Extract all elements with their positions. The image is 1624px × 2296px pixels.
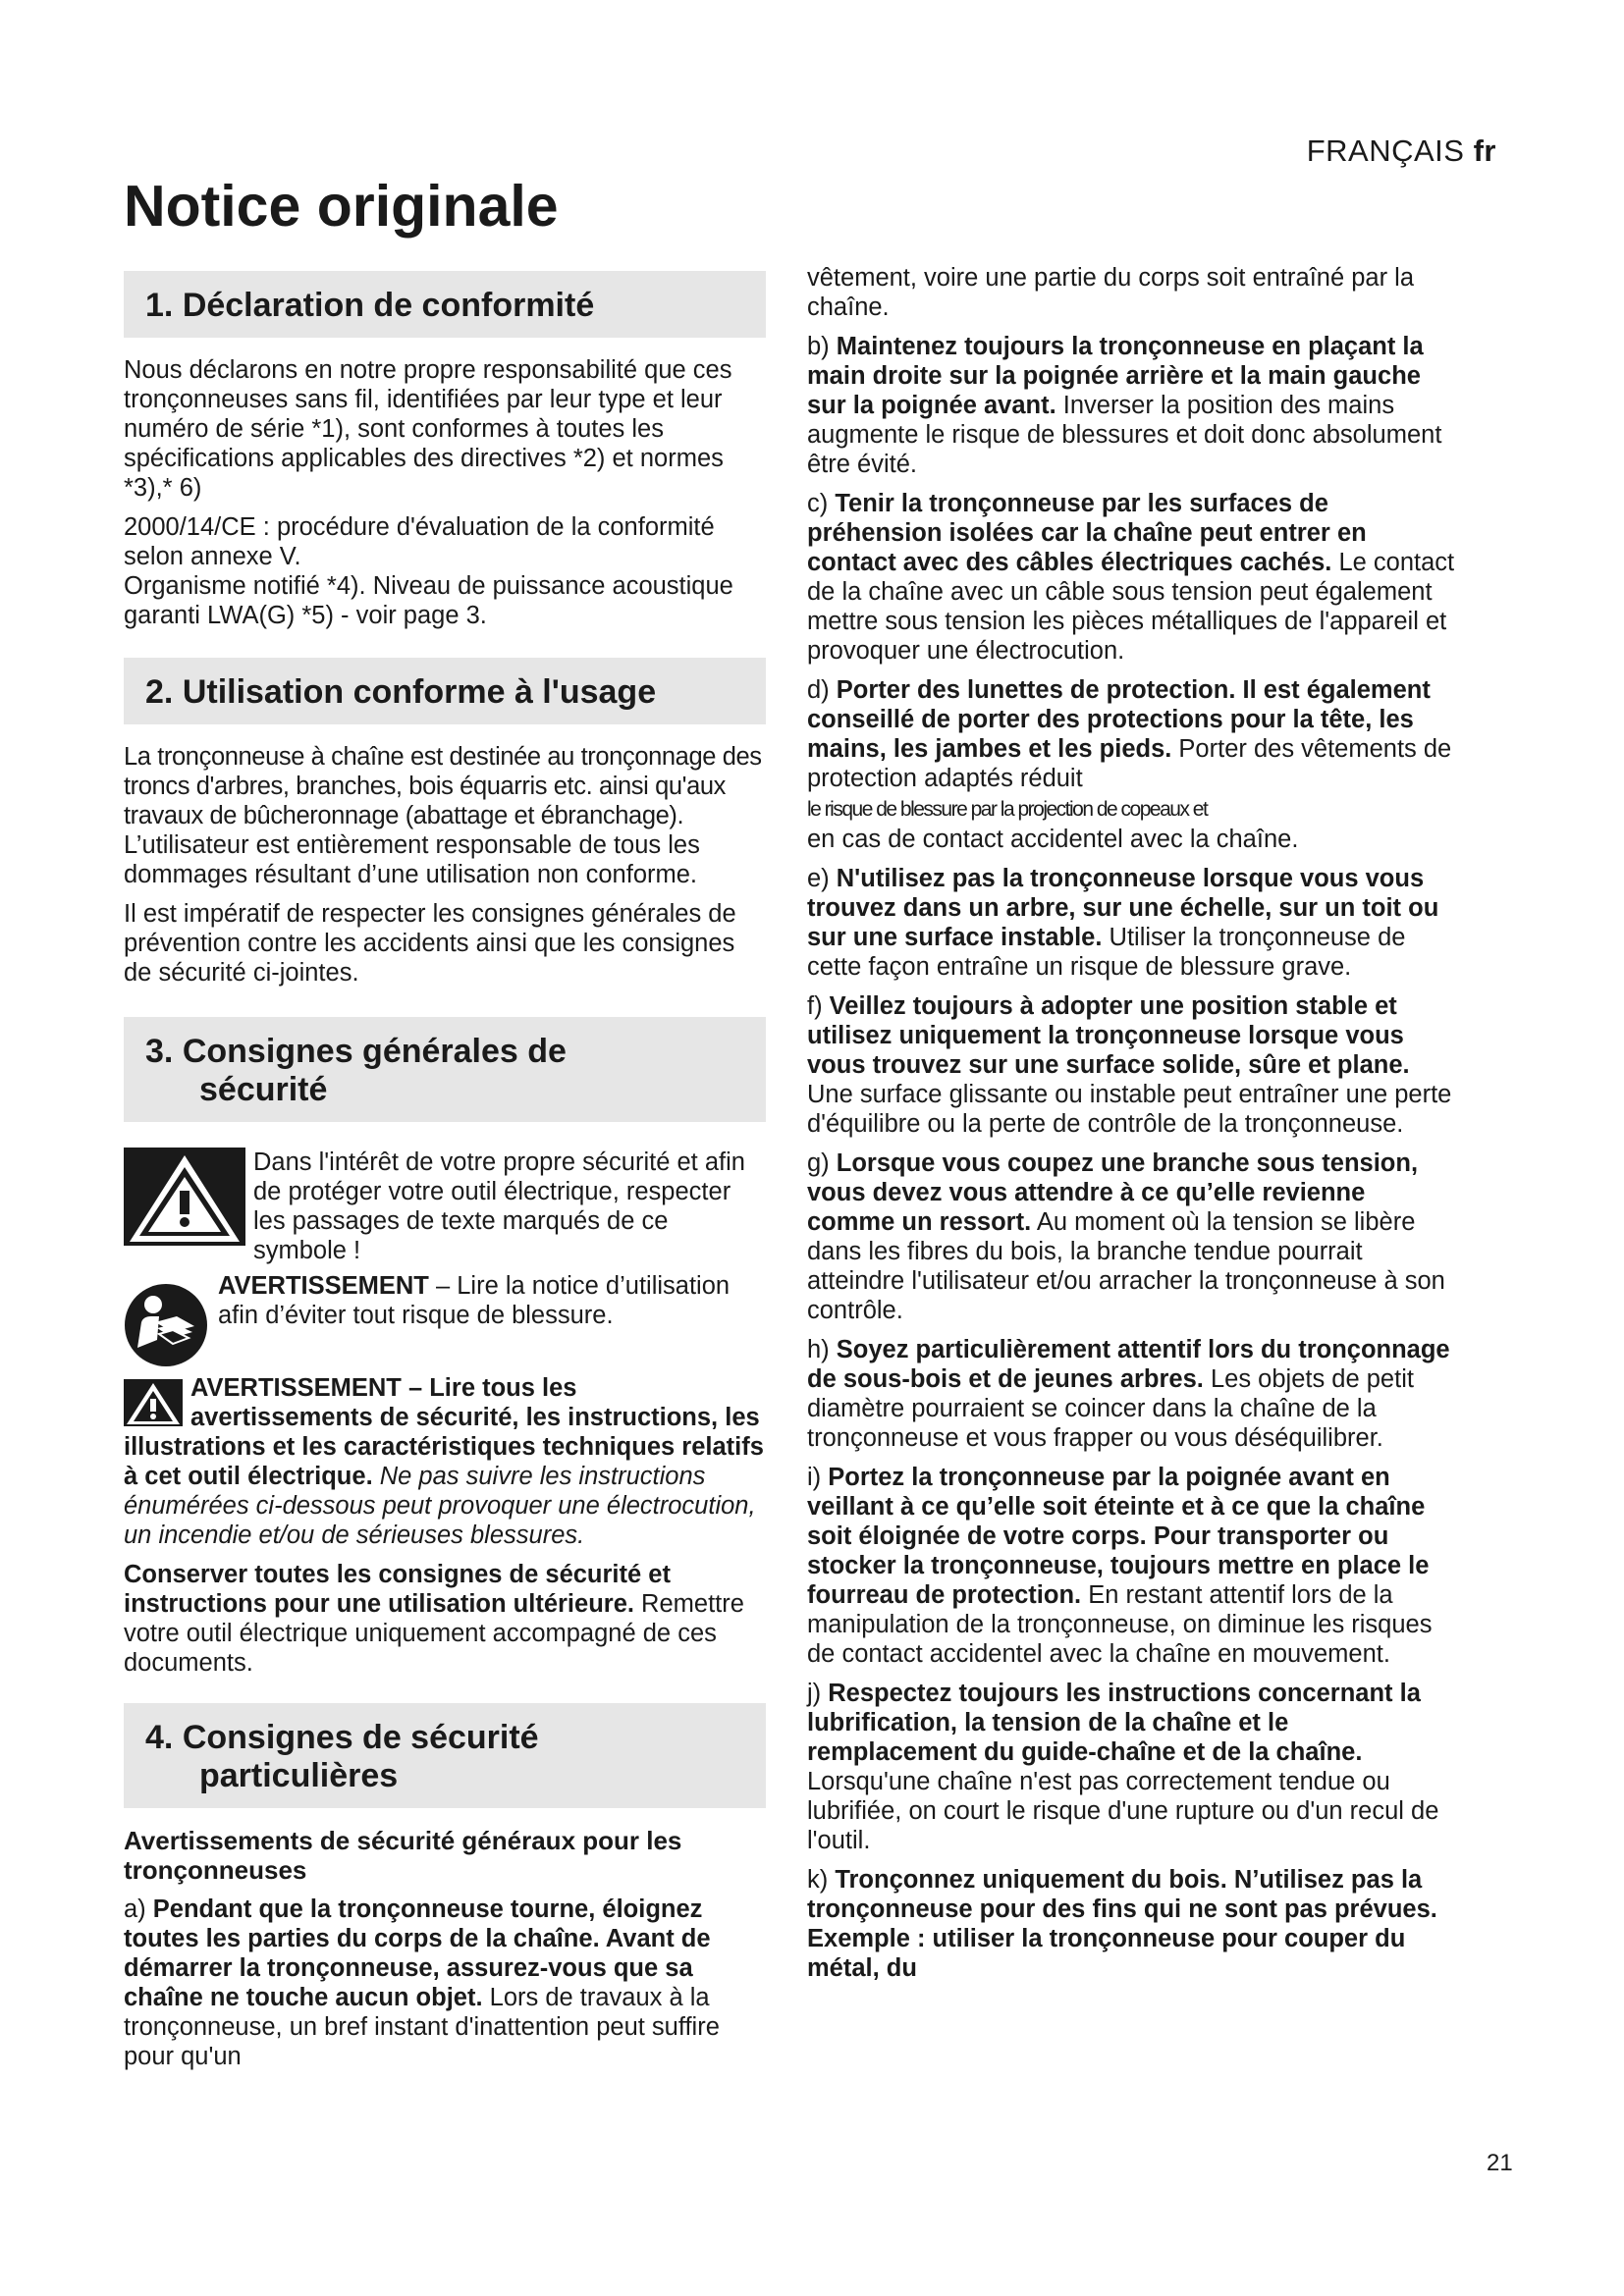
section-3-heading: 3. Consignes générales de sécurité bbox=[124, 1017, 766, 1122]
instruction-d: d) Porter des lunettes de protection. Il est également conseillé de porter des protections pour la tête, les mains, les jambes et les pieds. Porter des vêtements de protection adaptés réduit le risque de blessure par la projection de copeaux et en cas de contact accidentel avec la chaîne. bbox=[807, 676, 1452, 853]
warning-triangle-icon bbox=[124, 1379, 183, 1426]
section-2-heading: 2. Utilisation conforme à l'usage bbox=[124, 658, 766, 724]
page-title: Notice originale bbox=[124, 174, 559, 239]
read-manual-block bbox=[124, 1271, 766, 1367]
language-word: FRANÇAIS bbox=[1306, 133, 1465, 168]
language-code: fr bbox=[1473, 133, 1496, 168]
s1-paragraph: 2000/14/CE : procédure d'évaluation de la conformité selon annexe V. Organisme notifié *4). Niveau de puissance acoustique garanti LWA(G) *5) - voir page 3. bbox=[124, 513, 733, 629]
warning-triangle-icon bbox=[124, 1148, 245, 1246]
s4-subheading: Avertissements de sécurité généraux pour les tronçonneuses bbox=[124, 1826, 682, 1885]
left-column bbox=[124, 263, 766, 2081]
instruction-k: k) Tronçonnez uniquement du bois. N’utilisez pas la tronçonneuse pour des fins qui ne sont pas prévues. Exemple : utiliser la tronçonneuse pour couper du métal, du bbox=[807, 1866, 1437, 1982]
section-4-heading: 4. Consignes de sécurité particulières bbox=[124, 1703, 766, 1808]
s2-paragraph: La tronçonneuse à chaîne est destinée au tronçonnage des troncs d'arbres, branches, bois équarris etc. ainsi qu'aux travaux de bûcheronnage (abattage et ébranchage). bbox=[124, 743, 762, 829]
read-manual-icon bbox=[124, 1283, 208, 1367]
instruction-c: c) Tenir la tronçonneuse par les surfaces de préhension isolées car la chaîne peut entrer en contact avec des câbles électriques cachés. Le contact de la chaîne avec un câble sous tension peut également mettre sous tension les pièces métalliques de l'appareil et provoquer une électrocution. bbox=[807, 490, 1455, 665]
instruction-e: e) N'utilisez pas la tronçonneuse lorsque vous vous trouvez dans un arbre, sur une échelle, sur un toit ou sur une surface instable. Utiliser la tronçonneuse de cette façon entraîne un risque de blessure grave. bbox=[807, 865, 1439, 981]
instruction-a-continued: vêtement, voire une partie du corps soit entraîné par la chaîne. bbox=[807, 264, 1415, 321]
instruction-a: a) Pendant que la tronçonneuse tourne, éloignez toutes les parties du corps de la chaîne. Avant de démarrer la tronçonneuse, assurez-vous que sa chaîne ne touche aucun objet. Lors de travaux à la tronçonneuse, un bref instant d'inattention peut suffire pour qu'un bbox=[124, 1896, 720, 2070]
instruction-i: i) Portez la tronçonneuse par la poignée avant en veillant à ce qu’elle soit éteinte et à ce que la chaîne soit éloignée de votre corps. Pour transporter ou stocker la tronçonneuse, toujours mettre en place le fourreau de protection. En restant attentif lors de la manipulation de la tronçonneuse, on diminue les risques de contact accidentel avec la chaîne en mouvement. bbox=[807, 1464, 1433, 1668]
instruction-b: b) Maintenez toujours la tronçonneuse en plaçant la main droite sur la poignée arrière et la main gauche sur la poignée avant. Inverser la position des mains augmente le risque de blessures et doit donc absolument être évité. bbox=[807, 333, 1442, 478]
warning-symbol-block bbox=[124, 1148, 766, 1265]
instruction-h: h) Soyez particulièrement attentif lors du tronçonnage de sous-bois et de jeunes arbres. Les objets de petit diamètre pourraient se coincer dans la chaîne de la tronçonneuse et vous frapper ou vous déséquilibrer. bbox=[807, 1336, 1450, 1452]
language-indicator bbox=[1307, 133, 1496, 169]
s1-paragraph: Nous déclarons en notre propre responsabilité que ces tronçonneuses sans fil, identifiées par leur type et leur numéro de série *1), sont conformes à toutes les spécifications applicables des directives *2) et normes *3),* 6) bbox=[124, 356, 732, 502]
instruction-f: f) Veillez toujours à adopter une position stable et utilisez uniquement la tronçonneuse lorsque vous vous trouvez sur une surface solide, sûre et plane. Une surface glissante ou instable peut entraîner une perte d'équilibre ou la perte de contrôle de la tronçonneuse. bbox=[807, 992, 1452, 1138]
page-number: 21 bbox=[1487, 2150, 1513, 2176]
s2-paragraph: Il est impératif de respecter les consignes générales de prévention contre les accidents ainsi que les consignes de sécurité ci-jointes. bbox=[124, 900, 736, 987]
s2-paragraph: L’utilisateur est entièrement responsable de tous les dommages résultant d’une utilisation non conforme. bbox=[124, 831, 700, 888]
symbol-notice-text: Dans l'intérêt de votre propre sécurité et afin de protéger votre outil électrique, respecter les passages de texte marqués de ce symbole ! bbox=[253, 1148, 745, 1264]
instruction-j: j) Respectez toujours les instructions concernant la lubrification, la tension de la chaîne et le remplacement du guide-chaîne et de la chaîne. Lorsqu'une chaîne n'est pas correctement tendue ou lubrifiée, on court le risque d'une rupture ou d'un recul de l'outil. bbox=[807, 1680, 1439, 1854]
general-warning-paragraph: AVERTISSEMENT – Lire tous les avertissements de sécurité, les instructions, les illustrations et les caractéristiques techniques relatifs à cet outil électrique. Ne pas suivre les instructions énumérées ci-dessous peut provoquer une électrocution, un incendie et/ou de sérieuses blessures. bbox=[124, 1374, 764, 1549]
instruction-g: g) Lorsque vous coupez une branche sous tension, vous devez vous attendre à ce qu’elle revienne comme un ressort. Au moment où la tension se libère dans les fibres du bois, la branche tendue pourrait atteindre l'utilisateur et/ou arracher la tronçonneuse à son contrôle. bbox=[807, 1149, 1445, 1324]
read-manual-text: AVERTISSEMENT – Lire la notice d’utilisation afin d’éviter tout risque de blessure. bbox=[218, 1272, 731, 1329]
section-1-heading: 1. Déclaration de conformité bbox=[124, 271, 766, 338]
keep-instructions-paragraph: Conserver toutes les consignes de sécurité et instructions pour une utilisation ultérieure. Remettre votre outil électrique uniquement accompagné de ces documents. bbox=[124, 1561, 744, 1677]
right-column bbox=[807, 263, 1457, 1993]
